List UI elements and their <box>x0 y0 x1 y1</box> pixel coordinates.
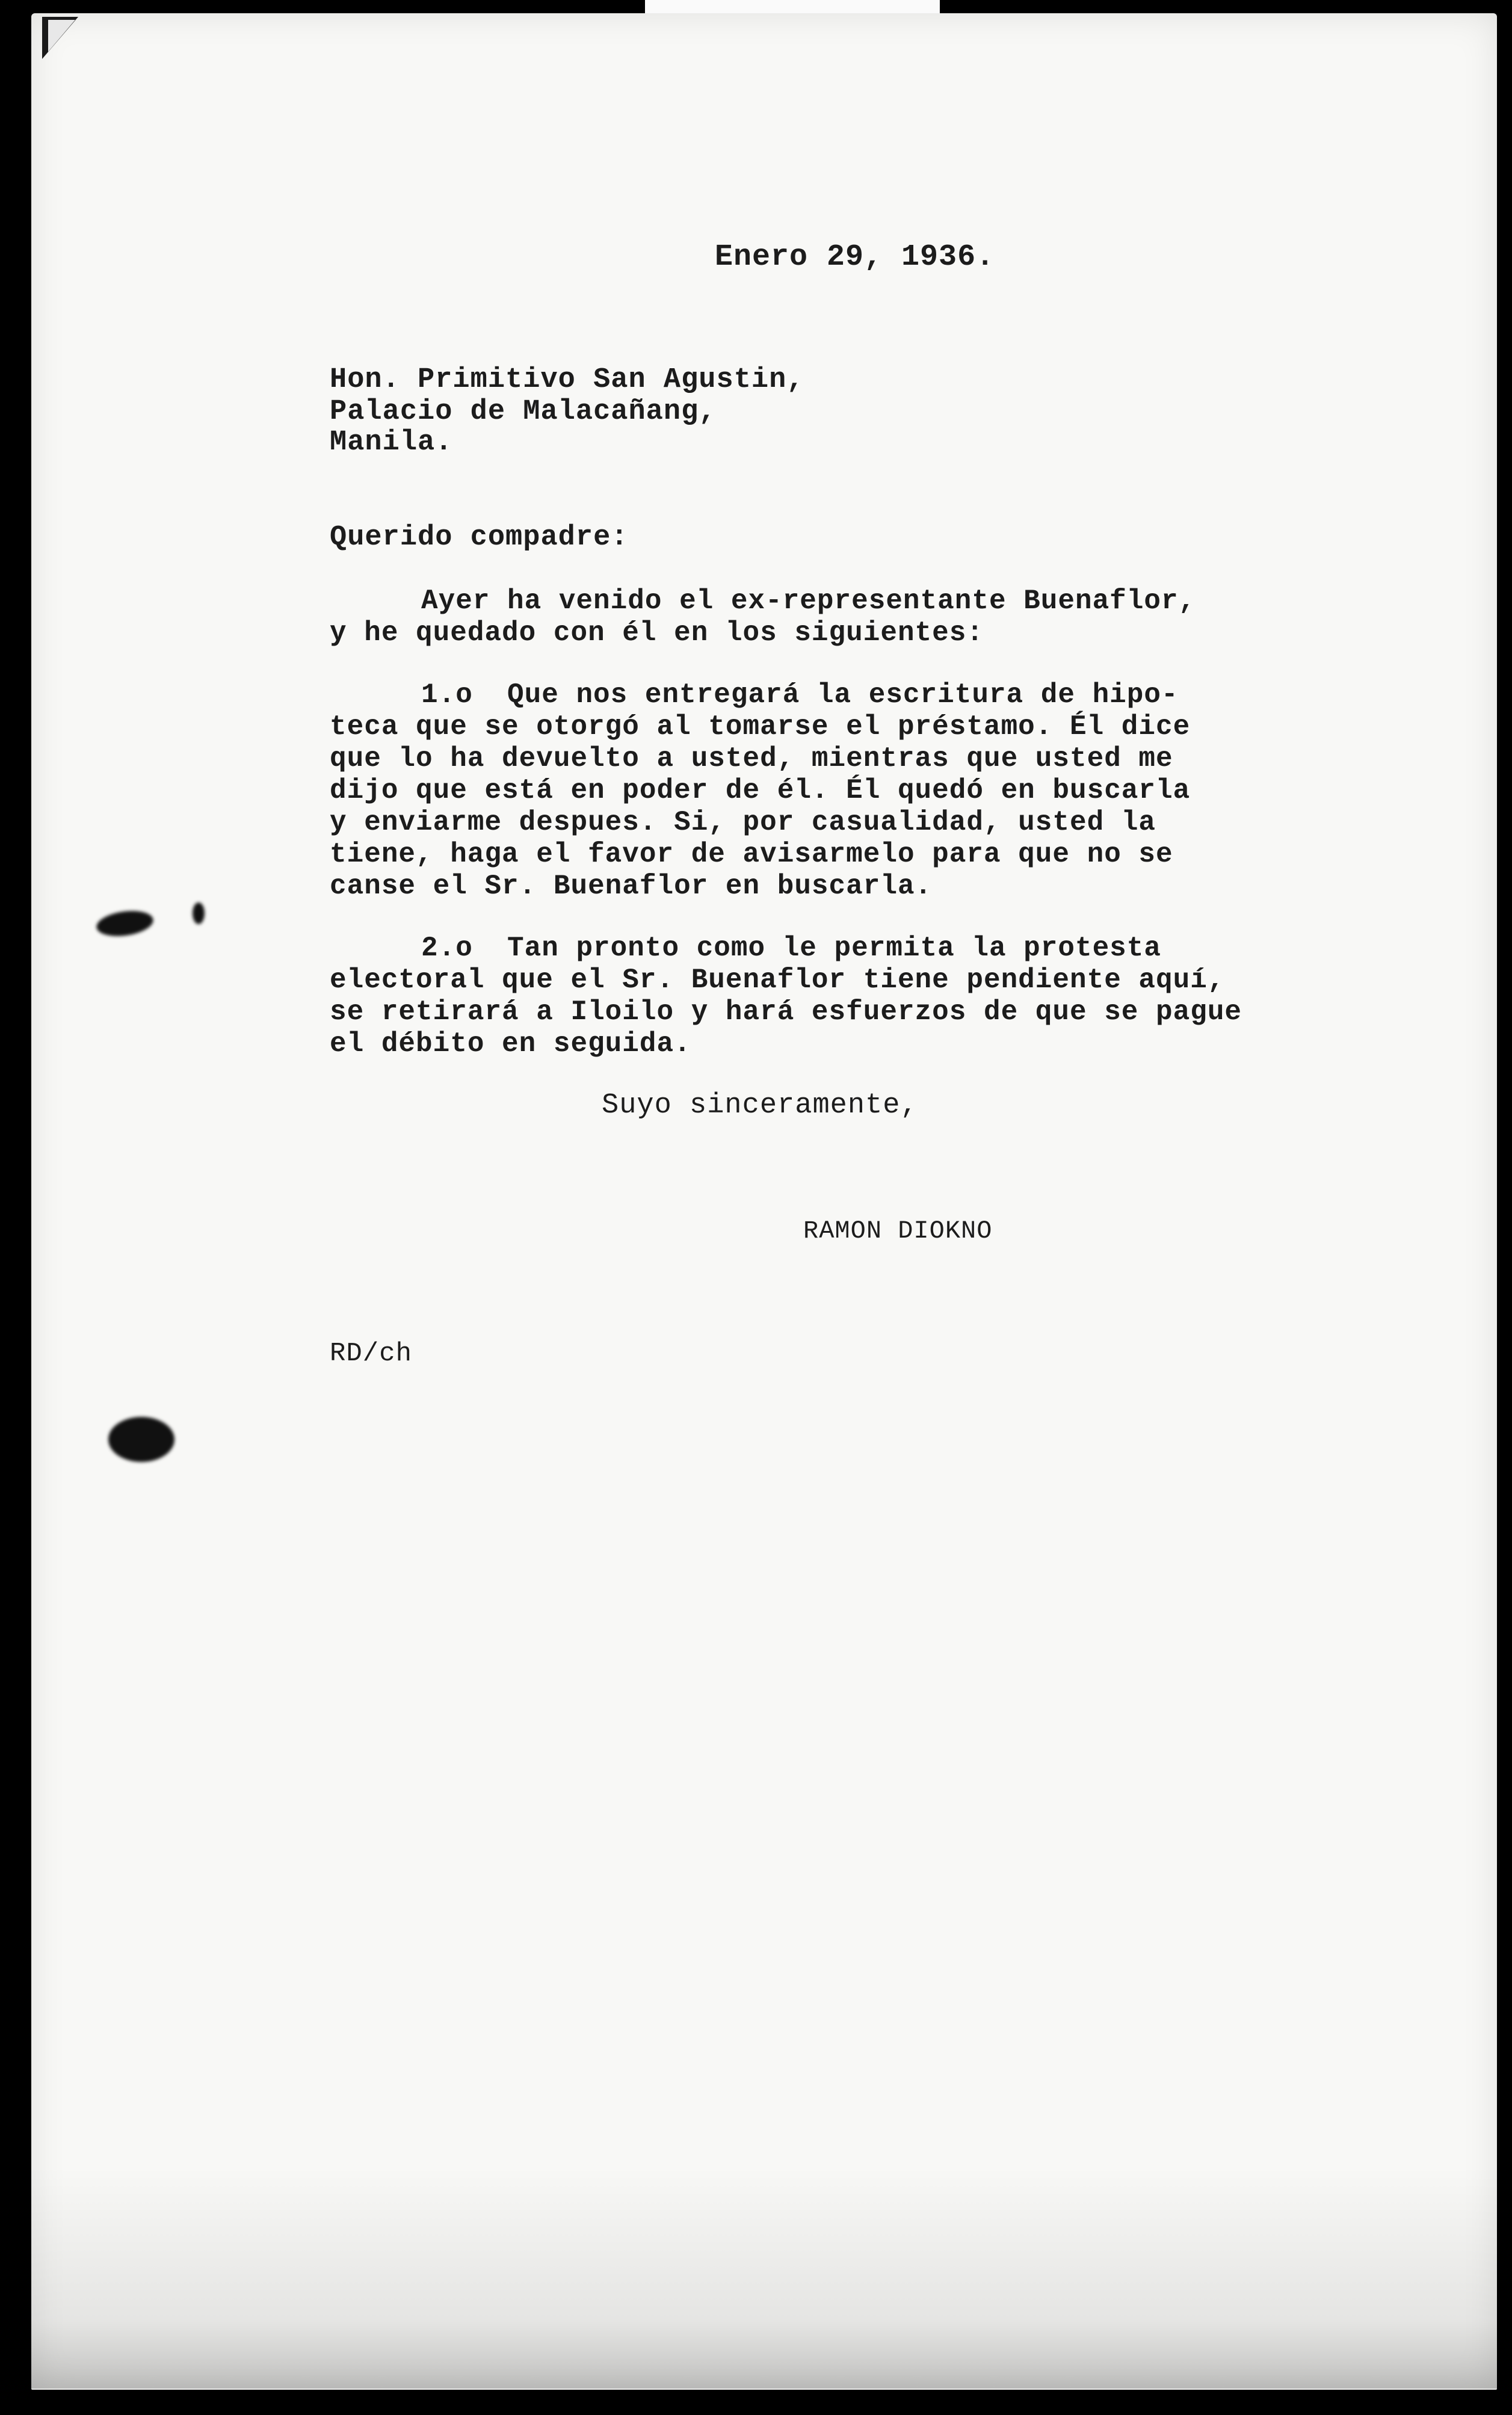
complimentary-close: Suyo sinceramente, <box>602 1090 918 1121</box>
body-line: electoral que el Sr. Buenaflor tiene pendiente aquí, <box>330 964 1225 996</box>
body-line: 1.o Que nos entregará la escritura de hipo- <box>421 679 1179 711</box>
body-line: tiene, haga el favor de avisarmelo para que no se <box>330 839 1173 870</box>
recipient-address-line: Palacio de Malacañang, <box>330 396 717 428</box>
body-line: teca que se otorgó al tomarse el préstamo. Él dice <box>330 711 1191 742</box>
body-line: Ayer ha venido el ex-representante Buenaflor, <box>421 585 1196 617</box>
body-line: canse el Sr. Buenaflor en buscarla. <box>330 871 933 902</box>
salutation: Querido compadre: <box>330 522 629 554</box>
letter-date: Enero 29, 1936. <box>715 240 995 274</box>
body-line: dijo que está en poder de él. Él quedó en buscarla <box>330 775 1191 806</box>
ink-smudge <box>108 1417 174 1462</box>
recipient-name: Hon. Primitivo San Agustin, <box>330 364 804 396</box>
ink-smudge <box>193 902 205 924</box>
scan-top-tab <box>645 0 940 13</box>
body-line: que lo ha devuelto a usted, mientras que usted me <box>330 743 1173 774</box>
corner-fold-mark <box>42 17 90 65</box>
page-grime <box>31 2166 1497 2389</box>
body-line: se retirará a Iloilo y hará esfuerzos de que se pague <box>330 996 1242 1028</box>
body-line: y he quedado con él en los siguientes: <box>330 617 984 649</box>
signature-name: RAMON DIOKNO <box>803 1217 993 1245</box>
body-line: y enviarme despues. Si, por casualidad, usted la <box>330 807 1156 838</box>
reference-initials: RD/ch <box>330 1339 413 1369</box>
recipient-city: Manila. <box>330 427 453 458</box>
body-line: 2.o Tan pronto como le permita la protesta <box>421 933 1161 964</box>
body-line: el débito en seguida. <box>330 1028 691 1059</box>
